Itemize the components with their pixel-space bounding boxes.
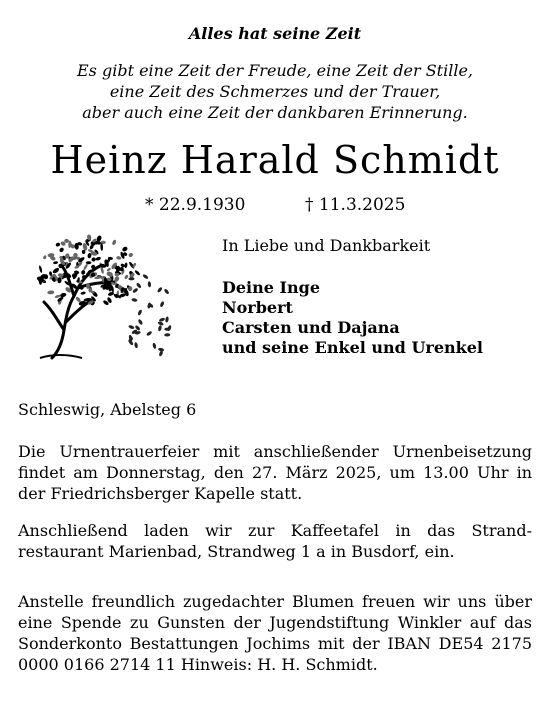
poem-line: Es gibt eine Zeit der Freude, eine Zeit der Stille, <box>76 61 473 80</box>
ceremony-line: Die Urnentrauerfeier mit anschließender Urnenbeisetzung <box>18 442 532 461</box>
ceremony-line: findet am Donnerstag, den 27. März 2025, um 13.00 Uhr in <box>18 463 532 482</box>
birth-date: * 22.9.1930 <box>145 195 246 215</box>
dedication: In Liebe und Dankbarkeit <box>222 236 431 255</box>
deceased-name: Heinz Harald Schmidt <box>50 138 500 182</box>
poem-line: aber auch eine Zeit der dankbaren Erinnerung. <box>82 103 468 122</box>
donation-paragraph <box>18 591 532 675</box>
mourner: Deine Inge <box>222 278 320 297</box>
poem-line: eine Zeit des Schmerzes und der Trauer, <box>109 82 441 101</box>
mourner: Carsten und Dajana <box>222 318 400 337</box>
motto-poem <box>0 60 550 123</box>
reception-line: Anschließend laden wir zur Kaffeetafel in das Strand- <box>18 521 532 540</box>
tree-with-falling-leaves-icon <box>22 226 174 364</box>
donation-line: 0000 0166 2714 11 Hinweis: H. H. Schmidt. <box>18 655 378 674</box>
ceremony-line: der Friedrichsberger Kapelle statt. <box>18 484 303 503</box>
donation-line: Anstelle freundlich zugedachter Blumen freuen wir uns über <box>18 592 532 611</box>
location: Schleswig, Abelsteg 6 <box>18 400 197 419</box>
reception-paragraph <box>18 520 532 562</box>
mourner: und seine Enkel und Urenkel <box>222 338 483 357</box>
mourner: Norbert <box>222 298 293 317</box>
donation-line: Sonderkonto Bestattungen Jochims mit der IBAN DE54 2175 <box>18 634 532 653</box>
motto-title: Alles hat seine Zeit <box>188 24 362 43</box>
ceremony-paragraph <box>18 441 532 504</box>
family-block <box>222 236 483 358</box>
donation-line: eine Spende zu Gunsten der Jugendstiftung Winkler auf das <box>18 613 532 632</box>
reception-line: restaurant Marienbad, Strandweg 1 a in Busdorf, ein. <box>18 542 455 561</box>
death-date: † 11.3.2025 <box>305 195 406 215</box>
